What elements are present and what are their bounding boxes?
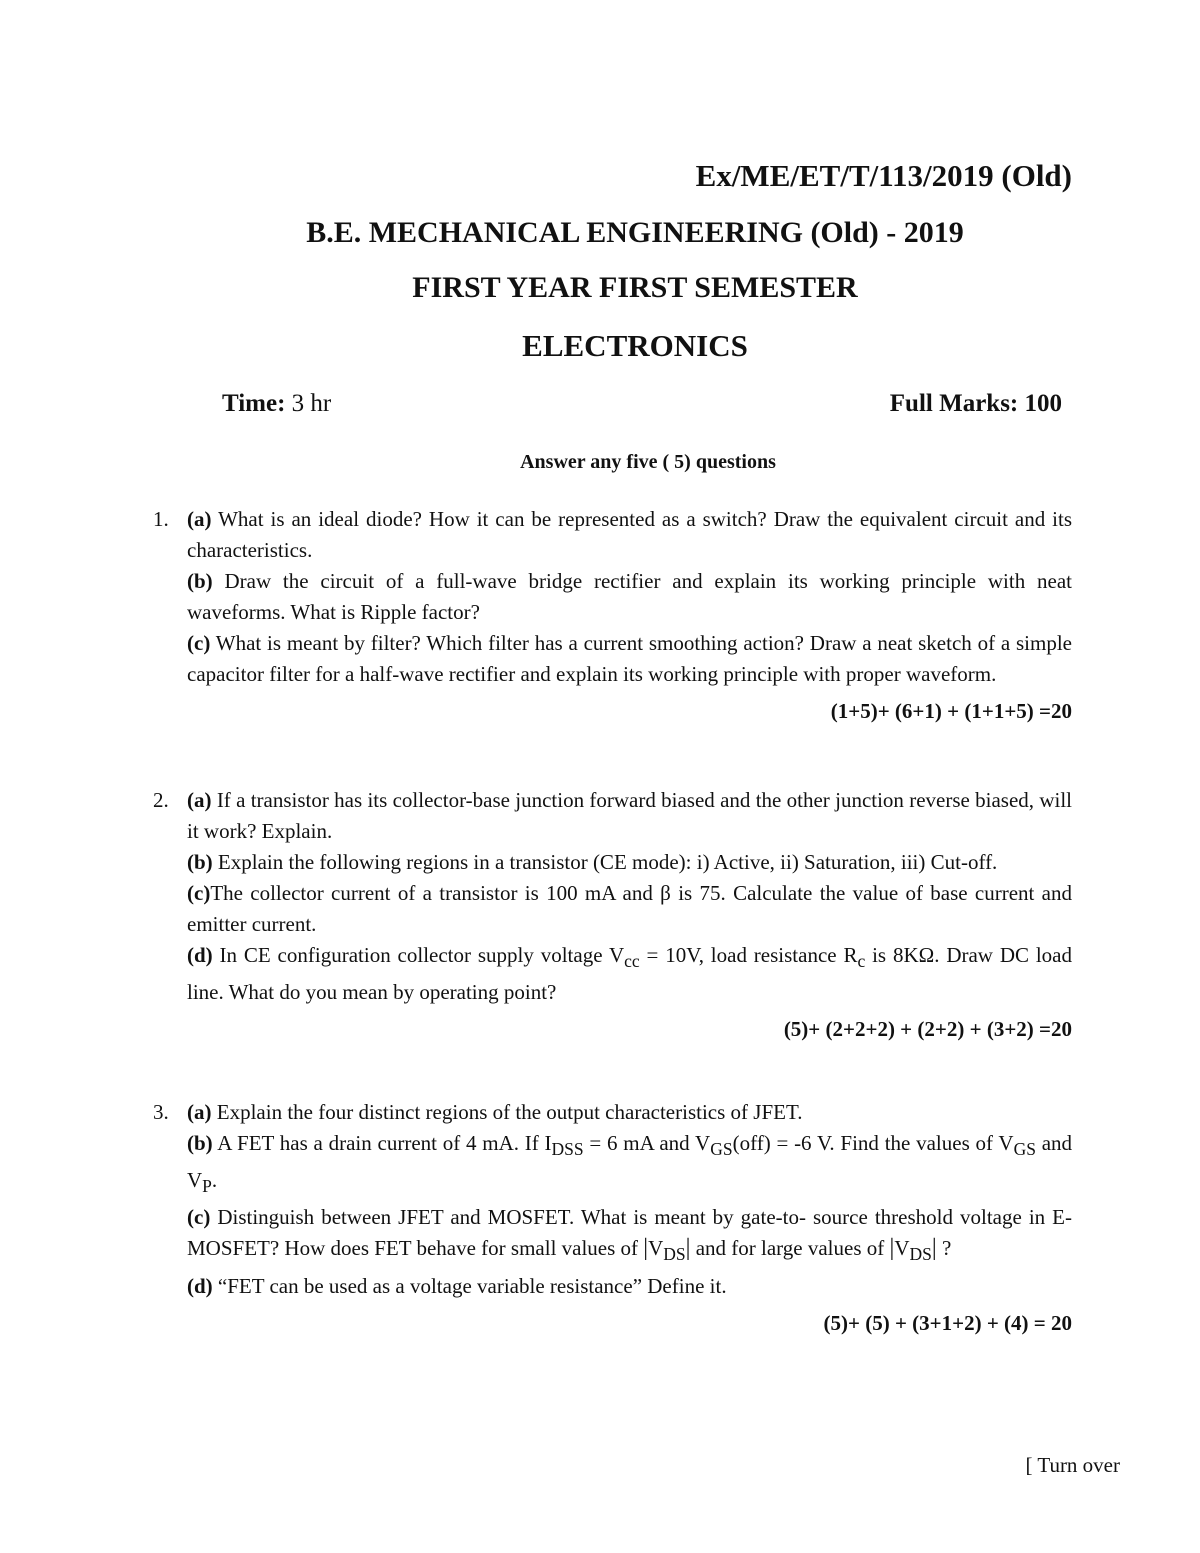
question-parts: [187, 1097, 1072, 1339]
part-text: The collector current of a transistor is 100 mA and β is 75. Calculate the value of base current and emitter current.: [187, 881, 1072, 936]
part-text: A FET has a drain current of 4 mA. If I: [217, 1131, 552, 1155]
full-marks: Full Marks: 100: [889, 390, 1062, 417]
question-parts: [187, 785, 1072, 1045]
subscript: cc: [624, 951, 640, 972]
part-text: What is meant by filter? Which filter has a current smoothing action? Draw a neat sketch of a simple capacitor filter for a half-wave rectifier and explain its working principle with proper waveform.: [187, 631, 1072, 686]
subject-title: ELECTRONICS: [522, 328, 748, 363]
question-number: 3.: [153, 1100, 169, 1124]
part-label: (b): [187, 850, 213, 874]
abs-bar-right: |: [685, 1235, 691, 1262]
part-d: [187, 1271, 1072, 1302]
question-number: 2.: [153, 788, 169, 812]
time-label: Time:: [222, 390, 286, 417]
part-text: What is an ideal diode? How it can be represented as a switch? Draw the equivalent circuit and its characteristics.: [187, 507, 1073, 562]
paper-code: Ex/ME/ET/T/113/2019 (Old): [695, 158, 1072, 193]
part-label: (a): [187, 788, 212, 812]
marks-breakdown: (5)+ (2+2+2) + (2+2) + (3+2) =20: [783, 1017, 1072, 1042]
part-label: (b): [187, 1131, 213, 1155]
part-label: (c): [187, 881, 211, 905]
part-b: [187, 566, 1072, 628]
question-number: 1.: [153, 507, 169, 531]
part-text: = 6 mA and V: [583, 1131, 711, 1155]
part-text: Draw the circuit of a full-wave bridge rectifier and explain its working principle with neat waveforms. What is Ripple factor?: [187, 569, 1072, 624]
time-info: [222, 390, 331, 418]
degree-title: B.E. MECHANICAL ENGINEERING (Old) - 2019: [306, 216, 964, 249]
part-text: If a transistor has its collector-base junction forward biased and the other junction reverse biased, will it work? Explain.: [187, 788, 1073, 843]
part-text: Explain the four distinct regions of the output characteristics of JFET.: [216, 1100, 803, 1124]
part-label: (b): [187, 569, 213, 593]
subscript: c: [857, 951, 866, 972]
part-text: and for large values of: [690, 1236, 890, 1261]
part-a: [187, 504, 1072, 566]
part-label: (d): [187, 1273, 213, 1298]
marks-breakdown: (5)+ (5) + (3+1+2) + (4) = 20: [823, 1310, 1072, 1335]
part-c: [187, 1202, 1072, 1270]
abs-bar-left: |: [889, 1235, 895, 1262]
part-label: (d): [187, 943, 213, 967]
part-d: [187, 940, 1072, 1008]
subscript: DSS: [551, 1139, 584, 1160]
part-b: [187, 847, 1072, 878]
part-a: [187, 1097, 1072, 1128]
part-text: (off) = -6 V. Find the values of V: [732, 1131, 1014, 1155]
part-text: = 10V, load resistance R: [639, 943, 858, 967]
subscript: GS: [1013, 1139, 1036, 1160]
part-text: In CE configuration collector supply voltage V: [219, 943, 625, 967]
instruction: Answer any five ( 5) questions: [520, 451, 776, 473]
abs-bar-right: |: [931, 1235, 937, 1262]
abs-bar-left: |: [643, 1235, 649, 1262]
part-text: Explain the following regions in a transistor (CE mode): i) Active, ii) Saturation, iii) Cut-off.: [217, 850, 998, 874]
part-text: is 8KΩ. Draw DC load line. What do you mean by operating point?: [187, 943, 1072, 1005]
part-c: [187, 628, 1072, 690]
part-b: [187, 1128, 1072, 1202]
question-parts: [187, 504, 1072, 727]
part-text: ?: [936, 1236, 952, 1261]
subscript: DS: [909, 1244, 932, 1265]
marks-breakdown: (1+5)+ (6+1) + (1+1+5) =20: [830, 699, 1072, 723]
part-a: [187, 785, 1072, 847]
part-text: “FET can be used as a voltage variable resistance” Define it.: [217, 1273, 727, 1298]
subscript: P: [202, 1176, 212, 1197]
semester-title: FIRST YEAR FIRST SEMESTER: [412, 271, 858, 304]
part-text: .: [211, 1168, 218, 1193]
part-label: (a): [187, 1100, 212, 1124]
part-text: V: [648, 1236, 664, 1261]
turn-over-note: [ Turn over: [1025, 1453, 1120, 1477]
subscript: GS: [710, 1139, 733, 1160]
subscript: DS: [663, 1244, 686, 1265]
time-value: 3 hr: [291, 390, 332, 417]
part-label: (a): [187, 507, 212, 531]
part-text: V: [894, 1236, 910, 1261]
part-label: (c): [187, 631, 211, 655]
part-label: (c): [187, 1205, 211, 1230]
part-text: Distinguish between JFET and MOSFET. What is meant by gate-to- source threshold voltage in E-MOSFET? How does FET behave for small values of: [187, 1205, 1072, 1261]
part-c: [187, 878, 1072, 940]
part-text: and V: [187, 1131, 1073, 1193]
